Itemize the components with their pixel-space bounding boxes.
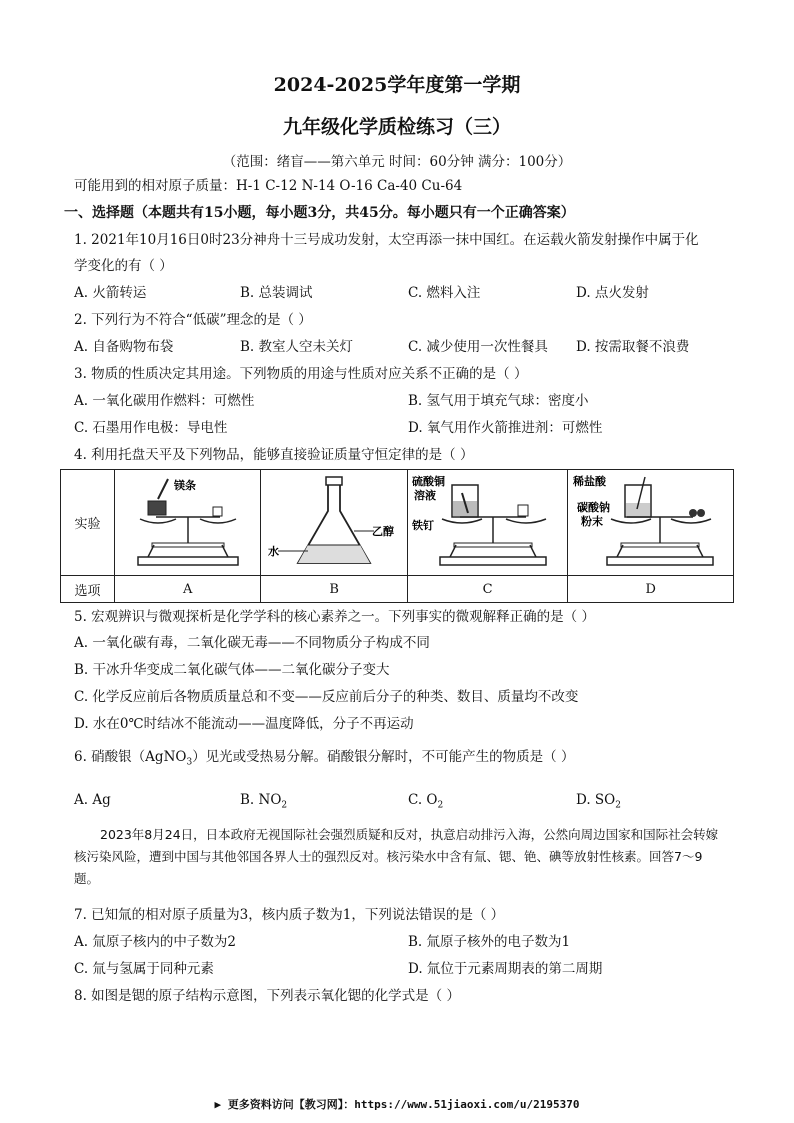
q7-option-b: B. 氚原子核外的电子数为1 [408,934,571,950]
q7-option-a: A. 氚原子核内的中子数为2 [74,934,236,950]
q1-option-c: C. 燃料入注 [408,285,481,301]
q6-option-c-text: C. O [408,792,438,808]
label-na2co3-line1: 碳酸钠 [576,500,610,514]
q2-option-a: A. 自备购物布袋 [74,339,174,355]
q5-option-b: B. 干冰升华变成二氧化碳气体——二氧化碳分子变大 [74,662,390,678]
q1-stem-line2: 学变化的有（ ） [74,258,173,274]
q6-option-d [576,791,621,815]
q3-option-b: B. 氢气用于填充气球：密度小 [408,393,589,409]
q3-stem: 3. 物质的性质决定其用途。下列物质的用途与性质对应关系不正确的是（ ） [74,366,528,382]
q4-figure-a [114,470,260,576]
q6-stem [74,748,574,772]
exam-scope: （范围：绪盲——第六单元 时间：60分钟 满分：100分） [222,154,572,170]
q4-stem: 4. 利用托盘天平及下列物品，能够直接验证质量守恒定律的是（ ） [74,447,474,463]
exam-title: 九年级化学质检练习（三） [282,116,511,138]
q4-option-a: A [114,576,260,603]
balance-mg-strip-figure [118,471,258,571]
q6-option-a: A. Ag [74,792,111,808]
label-water: 水 [268,544,280,558]
reading-passage: 2023年8月24日，日本政府无视国际社会强烈质疑和反对，执意启动排污入海，公然向周边国家和国际社会转嫁核污染风险，遭到中国与其他邻国各界人士的强烈反对。核污染水中含有氚、锶、铯、碘等放射性核素。回答7～9题。 [74,827,719,886]
label-cuso4-line1: 硫酸铜 [411,474,445,488]
q4-option-d: D [568,576,734,603]
q6-option-b-text: B. NO [240,792,282,808]
q5-option-a: A. 一氧化碳有毒，二氧化碳无毒——不同物质分子构成不同 [74,635,430,651]
label-na2co3-line2: 粉末 [580,514,603,528]
label-cuso4-line2: 溶液 [413,488,436,502]
q7-stem: 7. 已知氚的相对原子质量为3，核内质子数为1，下列说法错误的是（ ） [74,907,505,923]
atomic-mass-line: 可能用到的相对原子质量：H-1 C-12 N-14 O-16 Ca-40 Cu-64 [74,178,463,194]
q3-option-a: A. 一氧化碳用作燃料：可燃性 [74,393,255,409]
label-ethanol: 乙醇 [372,524,395,538]
q6-option-d-text: D. SO [576,792,616,808]
q6-stem-sub: 3 [186,757,193,768]
q6-option-c-sub: 2 [437,800,444,811]
q6-stem-post: ）见光或受热易分解。硝酸银分解时，不可能产生的物质是（ ） [192,749,575,765]
section-1-heading: 一、选择题（本题共有15小题，每小题3分，共45分。每小题只有一个正确答案） [64,205,575,221]
label-dilute-hcl: 稀盐酸 [572,474,606,488]
balance-hcl-na2co3-figure [571,471,731,571]
q5-option-c: C. 化学反应前后各物质质量总和不变——反应前后分子的种类、数目、质量均不改变 [74,689,579,705]
q8-stem: 8. 如图是锶的原子结构示意图，下列表示氧化锶的化学式是（ ） [74,988,460,1004]
q1-option-a: A. 火箭转运 [74,285,147,301]
year-title: 2024-2025学年度第一学期 [273,74,521,96]
q1-option-d: D. 点火发射 [576,285,649,301]
q5-option-d: D. 水在0℃时结冰不能流动——温度降低，分子不再运动 [74,716,414,732]
q4-figure-c [407,470,568,576]
q4-option-c: C [407,576,568,603]
q2-option-b: B. 教室人空未关灯 [240,339,354,355]
q4-experiment-table [60,469,734,603]
q4-row-label-experiment: 实验 [61,470,115,576]
balance-cuso4-nail-figure [410,471,566,571]
q6-option-c [408,791,443,815]
q2-stem: 2. 下列行为不符合“低碳”理念的是（ ） [74,312,312,328]
label-mg-strip: 镁条 [173,478,196,492]
q6-option-b [240,791,287,815]
q2-option-d: D. 按需取餐不浪费 [576,339,690,355]
q6-option-b-sub: 2 [281,800,288,811]
q1-stem-line1: 1. 2021年10月16日0时23分神舟十三号成功发射，太空再添一抹中国红。在运载火箭发射操作中属于化 [74,232,699,248]
q7-option-d: D. 氚位于元素周期表的第二周期 [408,961,603,977]
q4-row-label-option: 选项 [61,576,115,603]
label-iron-nail: 铁钉 [411,518,434,532]
q2-option-c: C. 减少使用一次性餐具 [408,339,548,355]
flask-water-ethanol-figure [264,471,404,571]
q4-figure-d [568,470,734,576]
q5-stem: 5. 宏观辨识与微观探析是化学学科的核心素养之一。下列事实的微观解释正确的是（ ） [74,609,595,625]
q6-stem-pre: 6. 硝酸银（AgNO [74,749,187,765]
q4-figure-b [261,470,407,576]
q3-option-d: D. 氧气用作火箭推进剂：可燃性 [408,420,603,436]
footer-link[interactable]: ▶ 更多资料访问【教习网】：https://www.51jiaoxi.com/u/2195370 [214,1098,580,1111]
q7-option-c: C. 氚与氢属于同种元素 [74,961,214,977]
q3-option-c: C. 石墨用作电极：导电性 [74,420,228,436]
q1-option-b: B. 总装调试 [240,285,313,301]
q4-option-b: B [261,576,407,603]
q6-option-d-sub: 2 [615,800,621,811]
